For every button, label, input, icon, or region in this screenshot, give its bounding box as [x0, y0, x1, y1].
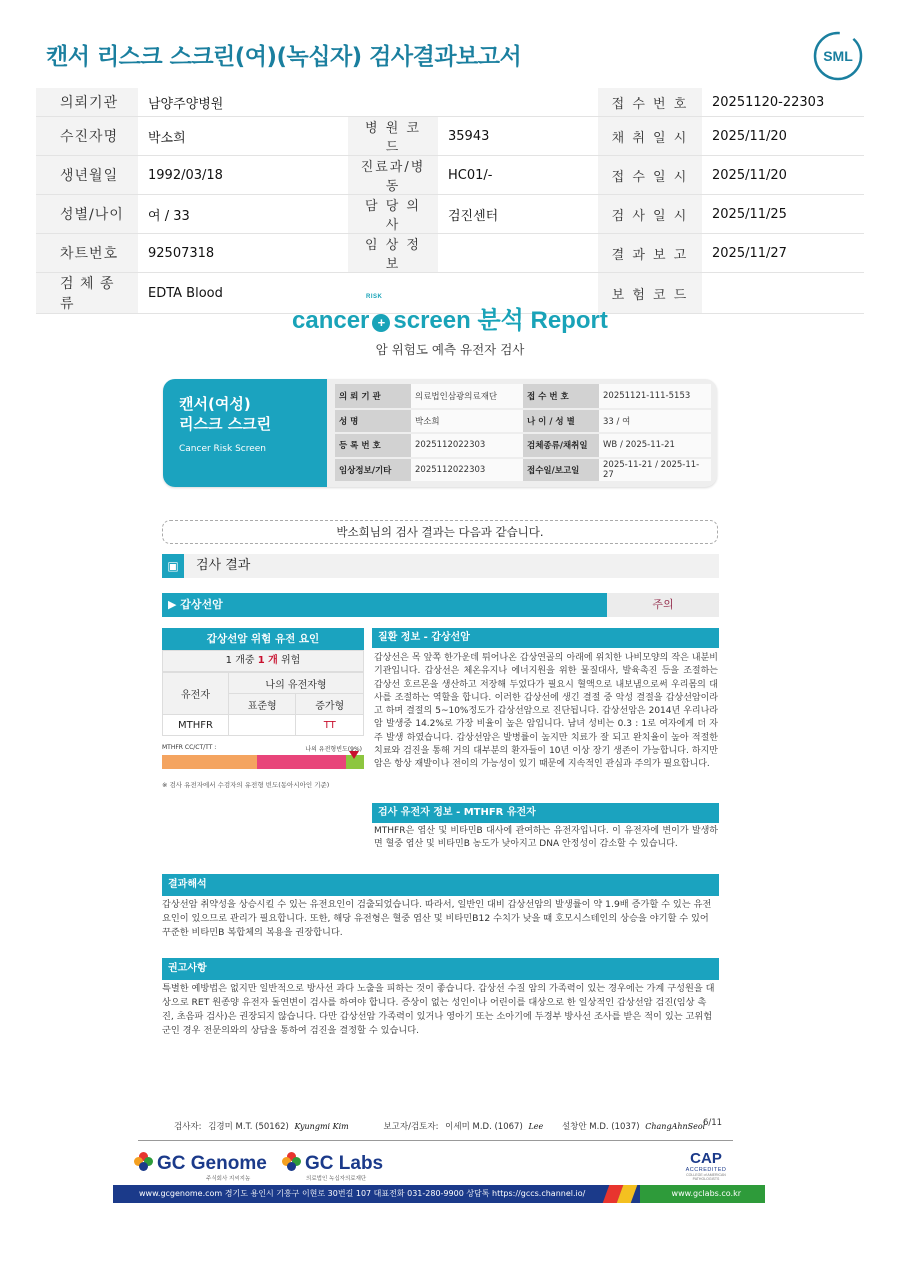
- header-label: 생년월일: [36, 156, 138, 195]
- gene-info-title: 검사 유전자 정보 - MTHFR 유전자: [372, 803, 719, 823]
- card-label: 등 록 번 호: [335, 433, 411, 458]
- header-value: 20251120-22303: [702, 88, 864, 117]
- recommendation-text: 특별한 예방법은 없지만 일반적으로 방사선 과다 노출을 피하는 것이 좋습니다. 갑상선 수질 암의 가족력이 있는 경우에는 가계 구성원을 대상으로 RET 원종양 유전자 돌연변이 검사를 하여야 합니다. 증상이 없는 성인이나 어린이를 대상으로 한 일상적인 갑상선암 검진(임상 촉진, 초음파 검사)은 권장되지 않습니다. 다만 갑상선암 가족력이 있거나 영아기 또는 소아기에 두경부 방사선 조사를 받은 적이 있는 고위험군인 경우 전문의와의 상담을 통하여 검진을 결정할 수 있습니다.: [162, 983, 715, 1036]
- gene-col-header: 유전자: [163, 673, 229, 715]
- card-label: 접수일/보고일: [523, 458, 599, 483]
- header-label: 결 과 보 고: [598, 234, 702, 273]
- brand-cross-icon: +: [372, 314, 390, 332]
- card-label: 임상정보/기타: [335, 458, 411, 483]
- header-label: 접 수 일 시: [598, 156, 702, 195]
- interpretation-text: 갑상선암 취약성을 상승시킬 수 있는 유전요인이 검출되었습니다. 따라서, 일반인 대비 갑상선암의 발생률이 약 1.9배 증가할 수 있는 유전요인이 있으므로 관리가 필요합니다. 또한, 해당 유전형은 혈중 엽산 및 비타민B12 수치가 낮을 때 호모시스테인의 상승을 야기할 수 있어 꾸준한 비타민B 복합체의 복용을 권장합니다.: [162, 899, 712, 938]
- page-number: 6/11: [703, 1118, 723, 1128]
- header-label: 검 사 일 시: [598, 195, 702, 234]
- header-value: 여 / 33: [138, 195, 348, 234]
- header-row: [36, 156, 864, 195]
- frequency-left-label: MTHFR CC/CT/TT :: [162, 744, 217, 751]
- disease-info-text: 갑상선은 목 앞쪽 한가운데 튀어나온 갑상연골의 아래에 위치한 나비모양의 작은 내분비기관입니다. 갑상선은 체온유지나 에너지원을 위한 물질대사, 발육촉진 등을 조절하는 갑상선 호르몬을 생산하고 저장해 두었다가 필요시 혈액으로 내보냄으로써 우리몸의 대사를 조절하는 역할을 합니다. 이러한 갑상선에 생긴 결절 중 악성 결절을 갑상선암이라고 하며 결절의 5~10%정도가 갑상선암으로 진단됩니다. 갑상선암은 2014년 우리나라 암 발생중 14.2%로 가장 비율이 높은 암입니다. 남녀 성비는 0.3 : 1로 여자에게 더 자주 발생 하였습니다. 갑상선암은 발병률이 높지만 치료가 잘 되고 완치율이 높아 적절한 치료와 검진을 통해 거의 대부분의 환자들이 10년 이상 장기 생존이 가능합니다. 하지만 암은 항상 재발이나 전이의 가능성이 있기 때문에 지속적인 관심과 주의가 필요합니다.: [374, 653, 718, 770]
- risk-count-value: 1 개: [257, 655, 278, 666]
- gc-labs-name: GC Labs: [305, 1153, 384, 1174]
- cancer-status-badge: 주의: [607, 593, 719, 617]
- tester-signature: Kyungmi Kim: [294, 1122, 349, 1131]
- my-genotype-header: 나의 유전자형: [229, 673, 364, 694]
- result-section-icon: ▣: [162, 554, 184, 578]
- cancer-type-label: ▶ 갑상선암: [162, 593, 607, 617]
- report-title: 캔서 리스크 스크린(여)(녹십자) 검사결과보고서: [46, 44, 522, 70]
- increased-type-value: TT: [296, 715, 364, 736]
- header-value: [348, 88, 438, 117]
- header-row: [36, 117, 864, 156]
- genotype-frequency-bar: [162, 755, 364, 769]
- signature-divider: [138, 1140, 733, 1141]
- header-label: 채 취 일 시: [598, 117, 702, 156]
- card-row: [335, 433, 711, 458]
- interpretation-title: 결과해석: [162, 874, 719, 896]
- footer-contact-text: www.gcgenome.com 경기도 용인시 기흥구 이현로 30번길 107 대표전화 031-280-9900 상담톡 https://gccs.channel.io/: [139, 1189, 586, 1198]
- card-label: 성 명: [335, 409, 411, 434]
- increased-type-header: 증가형: [296, 694, 364, 715]
- patient-header-table: [36, 88, 864, 314]
- card-row: [335, 384, 711, 409]
- brand-risk: RISK: [366, 294, 383, 300]
- header-row: [36, 234, 864, 273]
- header-value: [438, 88, 598, 117]
- header-label: 보 험 코 드: [598, 273, 702, 314]
- card-value: 2025112022303: [411, 433, 523, 458]
- header-value: 35943: [438, 117, 598, 156]
- gene-name: MTHFR: [163, 715, 229, 736]
- header-label: 검 체 종 류: [36, 273, 138, 314]
- card-value: 의료법인삼광의료재단: [411, 384, 523, 409]
- frequency-segment: [162, 755, 257, 769]
- header-label: 의뢰기관: [36, 88, 138, 117]
- gc-labs-subtext: 의료법인 녹십자의료재단: [306, 1176, 367, 1182]
- section-header-results: [162, 554, 719, 578]
- card-label: 검체종류/채취일: [523, 433, 599, 458]
- gc-genome-logo: [134, 1152, 267, 1175]
- card-title-line1: 캔서(여성): [179, 395, 251, 413]
- header-value: 남양주양병원: [138, 88, 348, 117]
- header-value: 92507318: [138, 234, 348, 273]
- card-value: 박소희: [411, 409, 523, 434]
- frequency-right-label: 나의 유전형빈도(9%): [305, 746, 362, 753]
- header-row: [36, 195, 864, 234]
- my-genotype-marker: [349, 751, 359, 759]
- gc-cross-icon: [134, 1152, 154, 1172]
- header-value: 2025/11/20: [702, 156, 864, 195]
- card-label: 의 뢰 기 관: [335, 384, 411, 409]
- brand-screen: screen: [393, 307, 471, 334]
- reviewer-label: 보고자/검토자:: [383, 1122, 439, 1132]
- header-label: 차트번호: [36, 234, 138, 273]
- risk-count-suffix: 위험: [277, 655, 301, 666]
- header-label: 진료과/병동: [348, 156, 438, 195]
- header-label: 병 원 코 드: [348, 117, 438, 156]
- header-value: 1992/03/18: [138, 156, 348, 195]
- brand-cancer: cancer: [292, 307, 370, 334]
- card-label: 접 수 번 호: [523, 384, 599, 409]
- test-info-card: [163, 379, 717, 487]
- header-value: HC01/-: [438, 156, 598, 195]
- reviewer1-signature: Lee: [528, 1122, 544, 1131]
- gene-info-text: MTHFR은 엽산 및 비타민B 대사에 관여하는 유전자입니다. 이 유전자에 변이가 발생하면 혈중 엽산 및 비타민B 농도가 낮아지고 DNA 안정성이 감소할 수 있습니다.: [374, 826, 718, 850]
- frequency-segment: [257, 755, 346, 769]
- gc-genome-name: GC Genome: [157, 1153, 267, 1174]
- header-value: 검진센터: [438, 195, 598, 234]
- card-value: WB / 2025-11-21: [599, 433, 711, 458]
- risk-factor-title: 갑상선암 위험 유전 요인: [162, 628, 364, 650]
- header-value: [438, 234, 598, 273]
- card-value: 20251121-111-5153: [599, 384, 711, 409]
- header-label: 성별/나이: [36, 195, 138, 234]
- reviewer2-signature: ChangAhnSeol: [645, 1122, 706, 1131]
- cap-accredited-logo: [678, 1150, 734, 1181]
- result-summary: 박소희님의 검사 결과는 다음과 같습니다.: [162, 520, 718, 544]
- genotype-table: [162, 672, 364, 736]
- header-value: EDTA Blood: [138, 273, 348, 314]
- standard-type-header: 표준형: [229, 694, 296, 715]
- header-value: 박소희: [138, 117, 348, 156]
- signature-row: [174, 1120, 726, 1132]
- card-value: 33 / 여: [599, 409, 711, 434]
- report-brand: [292, 294, 608, 335]
- header-label: 수진자명: [36, 117, 138, 156]
- sml-logo-text: SML: [823, 48, 853, 64]
- card-title-en: Cancer Risk Screen: [179, 444, 267, 454]
- card-title-line2: 리스크 스크린: [179, 415, 272, 433]
- header-label: 접 수 번 호: [598, 88, 702, 117]
- risk-count-prefix: 1 개중: [225, 655, 258, 666]
- cap-sub: ACCREDITED: [685, 1167, 727, 1173]
- cap-text: CAP: [690, 1150, 722, 1167]
- tester-label: 검사자:: [174, 1122, 202, 1132]
- recommendation-title: 권고사항: [162, 958, 719, 980]
- header-value: [702, 273, 864, 314]
- tester-name: 김경미 M.T. (50162): [208, 1122, 289, 1132]
- disease-info-title: 질환 정보 - 갑상선암: [372, 628, 719, 648]
- card-label: 나 이 / 성 별: [523, 409, 599, 434]
- report-subtitle: 암 위험도 예측 유전자 검사: [375, 342, 525, 357]
- header-value: 2025/11/25: [702, 195, 864, 234]
- section-title: 검사 결과: [196, 558, 251, 573]
- card-title-panel: [163, 379, 327, 487]
- gc-labs-cross-icon: [282, 1152, 302, 1172]
- cap-small: COLLEGE of AMERICAN PATHOLOGISTS: [686, 1173, 726, 1181]
- gc-labs-logo: [282, 1152, 383, 1175]
- standard-type-value: [229, 715, 296, 736]
- footer-website: www.gclabs.co.kr: [640, 1185, 765, 1203]
- card-row: [335, 458, 711, 483]
- header-value: 2025/11/20: [702, 117, 864, 156]
- frequency-note: ※ 검사 유전자에서 수검자의 유전형 빈도(동아시아인 기준): [162, 781, 330, 789]
- card-value: 2025112022303: [411, 458, 523, 483]
- card-info-table: [335, 384, 711, 483]
- card-value: 2025-11-21 / 2025-11-27: [599, 458, 711, 483]
- reviewer2-name: 설창안 M.D. (1037): [561, 1122, 640, 1132]
- risk-factor-count: [162, 650, 364, 672]
- reviewer1-name: 이세미 M.D. (1067): [445, 1122, 523, 1132]
- brand-analysis: 분석 Report: [477, 307, 608, 334]
- header-row: [36, 88, 864, 117]
- gc-genome-subtext: 주식회사 지씨지놈: [206, 1176, 251, 1182]
- sml-logo: [812, 30, 864, 82]
- header-label: 임 상 정 보: [348, 234, 438, 273]
- frequency-labels: [162, 744, 364, 754]
- header-label: 담 당 의 사: [348, 195, 438, 234]
- card-row: [335, 409, 711, 434]
- header-value: 2025/11/27: [702, 234, 864, 273]
